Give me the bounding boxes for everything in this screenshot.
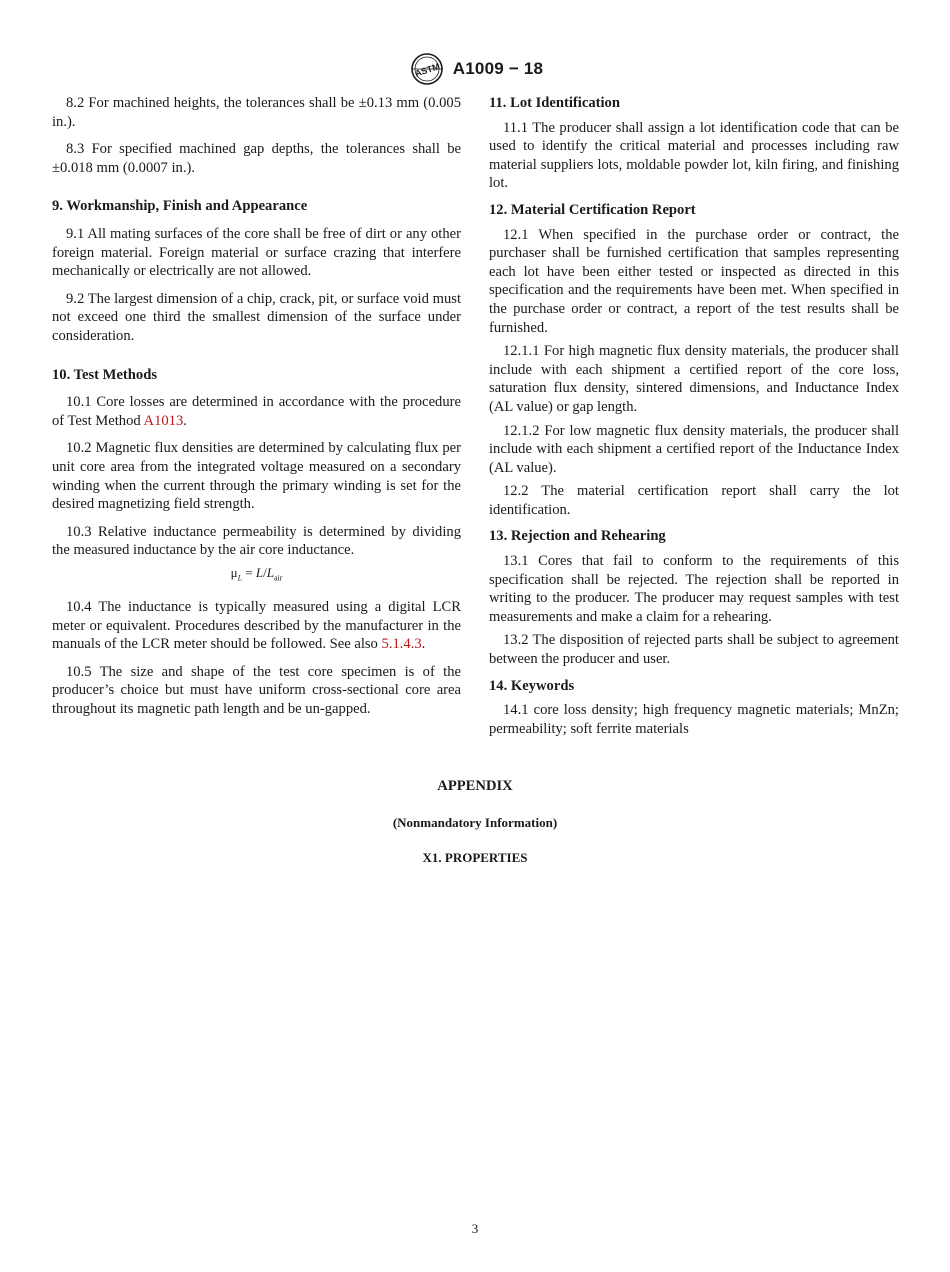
- section-heading-12: 12. Material Certification Report: [489, 201, 696, 218]
- paragraph-12-2: 12.2 The material certification report shall carry the lot identification.: [489, 483, 899, 518]
- paragraph-12-1-2: 12.1.2 For low magnetic flux density materials, the producer shall include with each shipment a certified report of the Inductance Index (AL value).: [489, 422, 899, 476]
- paragraph-10-4: 10.4 The inductance is typically measured using a digital LCR meter or equivalent. Procedures described by the manufacturer in the manuals of the LCR meter should be followed. See also 5.1.4.3.: [52, 599, 461, 653]
- link-5-1-4-3[interactable]: 5.1.4.3: [381, 636, 422, 653]
- paragraph-9-2: 9.2 The largest dimension of a chip, crack, pit, or surface void must not exceed one third the smallest dimension of the surface under consideration.: [52, 290, 461, 344]
- paragraph-12-1-1: 12.1.1 For high magnetic flux density materials, the producer shall include with each shipment a certified report of the core loss, saturation flux density, sintered dimensions, and Inductance Index (AL value) or gap length.: [489, 343, 899, 415]
- paragraph-12-1: 12.1 When specified in the purchase order or contract, the purchaser shall be furnished certification that samples representing each lot have been either tested or inspected as directed in this specification and the requirements have been met. When specified in the purchase order or contract, a report of the test results shall be furnished.: [489, 226, 899, 336]
- page-header: [0, 52, 950, 86]
- paragraph-13-2: 13.2 The disposition of rejected parts shall be subject to agreement between the producer and user.: [489, 632, 899, 668]
- document-designation: A1009 − 18: [452, 59, 544, 78]
- left-column: [52, 94, 461, 719]
- section-heading-11: 11. Lot Identification: [489, 95, 620, 111]
- permeability-equation: $\mu_L = L/L_{air}$: [230, 564, 283, 583]
- paragraph-10-1: 10.1 Core losses are determined in accordance with the procedure of Test Method A1013.: [52, 394, 461, 429]
- paragraph-11-1: 11.1 The producer shall assign a lot identification code that can be used to identify the critical material and processes including raw material suppliers lots, moldable powder lot, kiln firing, and finishing lot.: [489, 119, 899, 192]
- page-number: 3: [471, 1221, 479, 1236]
- paragraph-8-2: 8.2 For machined heights, the tolerances shall be ±0.13 mm (0.005 in.).: [52, 95, 461, 130]
- section-heading-10: 10. Test Methods: [52, 366, 158, 383]
- section-heading-13: 13. Rejection and Rehearing: [489, 528, 666, 545]
- right-column: [489, 94, 899, 738]
- paragraph-13-1: 13.1 Cores that fail to conform to the requirements of this specification shall be rejected. The rejection shall be reported in writing to the producer. The producer may request samples with test measurements and make a claim for a rehearing.: [489, 553, 899, 625]
- section-heading-14: 14. Keywords: [489, 677, 575, 694]
- paragraph-9-1: 9.1 All mating surfaces of the core shall be free of dirt or any other foreign material. Foreign material or surface crazing that interfere mechanically or electrically are not allowed.: [52, 225, 461, 280]
- paragraph-8-3: 8.3 For specified machined gap depths, the tolerances shall be ±0.018 mm (0.0007 in.).: [52, 141, 461, 176]
- appendix-title: APPENDIX: [437, 778, 513, 794]
- appendix-section-heading: X1. PROPERTIES: [422, 850, 528, 865]
- paragraph-10-2: 10.2 Magnetic flux densities are determined by calculating flux per unit core area from the integrated voltage measured on a secondary winding when the current through the primary winding is set for the desired magnetizing field strength.: [52, 440, 461, 513]
- paragraph-10-5: 10.5 The size and shape of the test core specimen is of the producer’s choice but must have uniform cross-sectional core area throughout its magnetic path length and be un-gapped.: [52, 663, 461, 718]
- section-heading-9: 9. Workmanship, Finish and Appearance: [52, 198, 308, 215]
- paragraph-14-1: 14.1 core loss density; high frequency magnetic materials; MnZn; permeability; soft ferrite materials: [489, 702, 899, 737]
- paragraph-10-3: 10.3 Relative inductance permeability is determined by dividing the measured inductance by the air core inductance.: [52, 523, 461, 559]
- logo-lettering: ASTM: [413, 61, 441, 79]
- link-a1013[interactable]: A1013: [143, 412, 184, 429]
- astm-logo-icon: [407, 52, 447, 86]
- appendix-subtitle: (Nonmandatory Information): [392, 815, 558, 830]
